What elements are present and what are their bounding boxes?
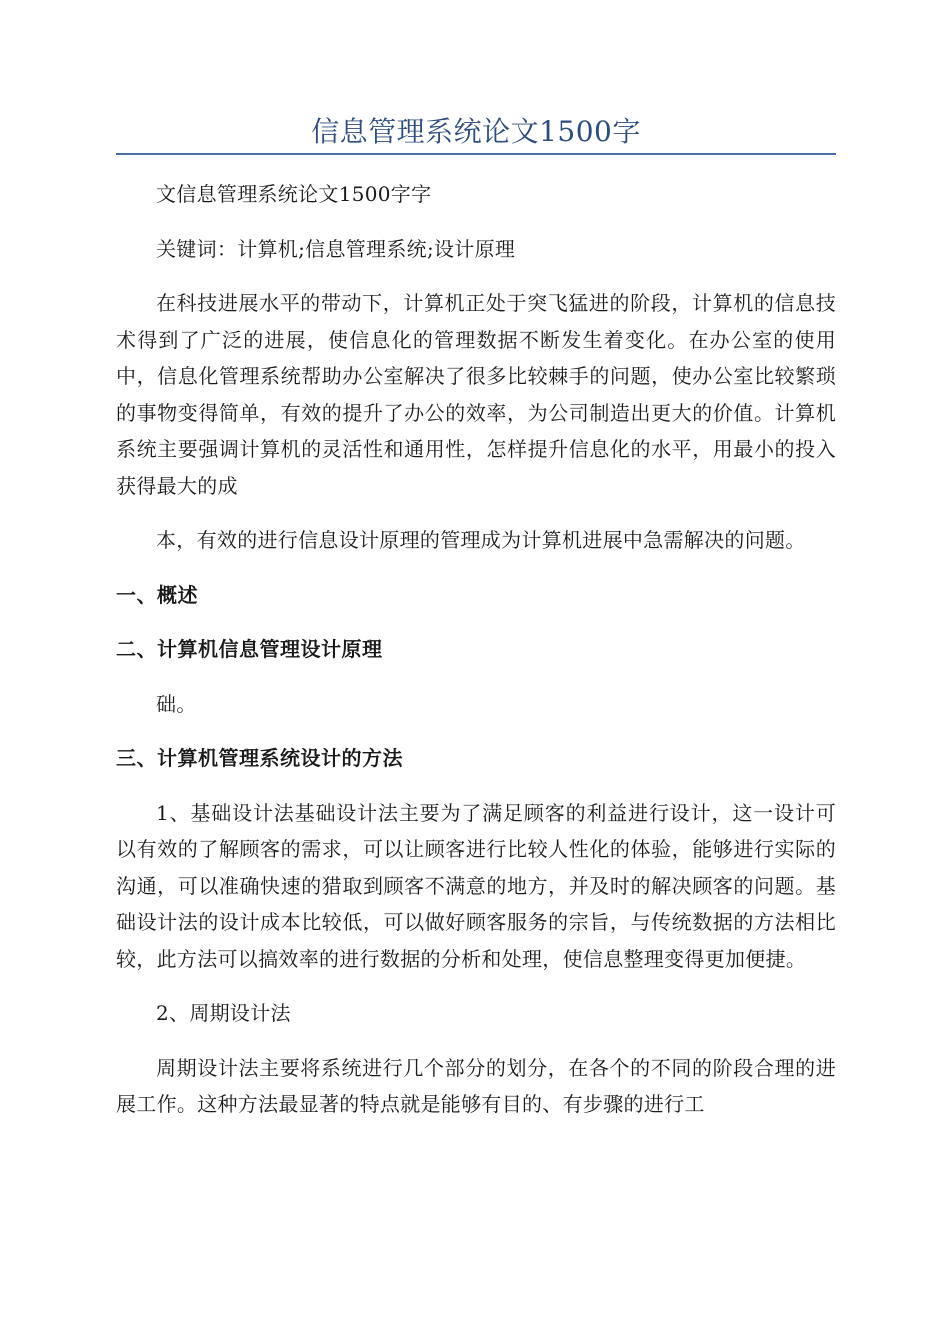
paragraph-continuation: 本，有效的进行信息设计原理的管理成为计算机进展中急需解决的问题。	[156, 528, 806, 552]
paragraph-fragment: 础。	[156, 691, 197, 716]
document-body	[116, 176, 836, 1141]
paragraph-keywords: 关键词：计算机;信息管理系统;设计原理	[156, 236, 516, 261]
document-title: 信息管理系统论文1500字	[311, 115, 641, 148]
paragraph-background: 在科技进展水平的带动下，计算机正处于突飞猛进的阶段，计算机的信息技术得到了广泛的进展，使信息化的管理数据不断发生着变化。在办公室的使用中，信息化管理系统帮助办公室解决了很多比较棘手的问题，使办公室比较繁琐的事物变得简单，有效的提升了办公的效率，为公司制造出更大的价值。计算机系统主要强调计算机的灵活性和通用性，怎样提升信息化的水平，用最小的投入获得最大的成	[116, 291, 836, 498]
paragraph-cycle-design-title: 2、周期设计法	[156, 1001, 291, 1025]
title-underline	[116, 153, 836, 155]
section-heading-design-principles: 二、计算机信息管理设计原理	[116, 637, 383, 661]
paragraph-cycle-design-method: 周期设计法主要将系统进行几个部分的划分，在各个的不同的阶段合理的进展工作。这种方法最显著的特点就是能够有目的、有步骤的进行工	[116, 1055, 836, 1116]
section-heading-design-methods: 三、计算机管理系统设计的方法	[116, 746, 403, 770]
paragraph-basic-design-method: 1、基础设计法基础设计法主要为了满足顾客的利益进行设计，这一设计可以有效的了解顾客的需求，可以让顾客进行比较人性化的体验，能够进行实际的沟通，可以准确快速的猎取到顾客不满意的地方，并及时的解决顾客的问题。基础设计法的设计成本比较低，可以做好顾客服务的宗旨，与传统数据的方法相比较，此方法可以搞效率的进行数据的分析和处理，使信息整理变得更加便捷。	[116, 800, 836, 971]
section-heading-overview: 一、概述	[116, 582, 198, 607]
paragraph-intro: 文信息管理系统论文1500字字	[156, 182, 432, 206]
